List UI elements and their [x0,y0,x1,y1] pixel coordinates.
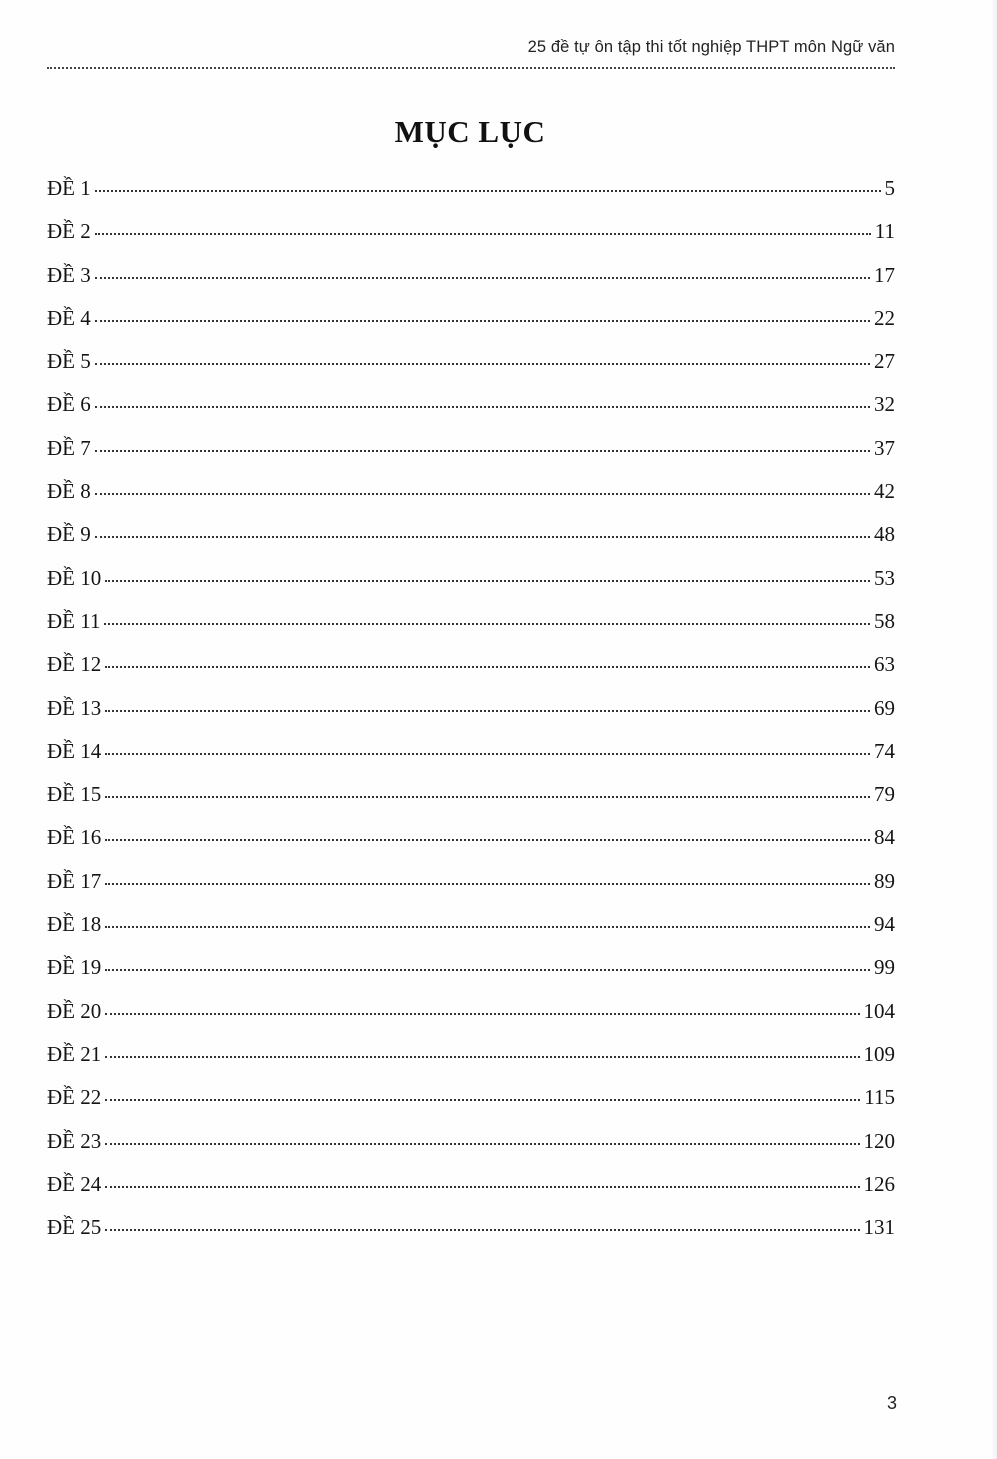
toc-dot-leader [105,1143,859,1145]
toc-entry[interactable] [47,999,895,1042]
toc-entry-label: ĐỀ 22 [47,1085,102,1110]
toc-dot-leader [105,796,870,798]
toc-dot-leader [104,623,870,625]
toc-entry-page: 89 [874,868,895,893]
toc-dot-leader [105,1099,860,1101]
toc-dot-leader [105,1013,859,1015]
toc-dot-leader [95,233,871,235]
toc-dot-leader [105,710,870,712]
toc-entry-label: ĐỀ 23 [47,1128,102,1153]
toc-entry-page: 58 [874,608,895,633]
toc-entry[interactable] [47,306,895,349]
toc-entry[interactable] [47,176,895,219]
page-number: 3 [886,1393,897,1413]
toc-entry-page: 109 [863,1041,895,1066]
toc-entry-page: 79 [874,782,895,807]
toc-entry[interactable] [47,825,895,868]
toc-entry-label: ĐỀ 11 [47,608,101,633]
toc-entry-page: 94 [874,912,895,937]
toc-entry[interactable] [47,479,895,522]
toc-entry-label: ĐỀ 21 [47,1041,102,1066]
page-title: MỤC LỤC [394,114,546,149]
toc-entry[interactable] [47,912,895,955]
toc-entry[interactable] [47,739,895,782]
toc-entry-page: 69 [874,695,895,720]
toc-entry[interactable] [47,955,895,998]
toc-entry-page: 42 [874,479,895,504]
toc-entry-page: 74 [874,738,895,763]
toc-dot-leader [105,1229,859,1231]
toc-entry-label: ĐỀ 5 [47,349,91,374]
toc-entry-label: ĐỀ 4 [47,305,91,330]
toc-dot-leader [95,320,870,322]
toc-entry-label: ĐỀ 10 [47,565,102,590]
toc-entry-page: 48 [874,522,895,547]
toc-dot-leader [105,883,870,885]
toc-entry-page: 22 [874,305,895,330]
toc-entry-label: ĐỀ 9 [47,522,91,547]
toc-entry-page: 32 [874,392,895,417]
toc-entry[interactable] [47,869,895,912]
toc-entry-label: ĐỀ 13 [47,695,102,720]
toc-dot-leader [95,363,870,365]
toc-entry-page: 63 [874,652,895,677]
toc-entry-label: ĐỀ 7 [47,435,91,460]
toc-entry-page: 5 [884,176,895,200]
toc-entry-label: ĐỀ 20 [47,998,102,1023]
toc-entry-page: 37 [874,435,895,460]
page-edge-shadow [991,0,997,1459]
toc-entry-label: ĐỀ 1 [47,176,91,200]
toc-entry-page: 104 [863,998,895,1023]
toc-entry-page: 84 [874,825,895,850]
toc-entry-page: 131 [863,1215,895,1240]
toc-entry[interactable] [47,349,895,392]
toc-dot-leader [105,1186,859,1188]
running-header: 25 đề tự ôn tập thi tốt nghiệp THPT môn Ngữ văn [527,38,895,56]
toc-entry[interactable] [47,696,895,739]
toc-entry-page: 11 [874,219,895,244]
toc-entry-label: ĐỀ 2 [47,219,91,244]
toc-entry-page: 53 [874,565,895,590]
toc-dot-leader [105,969,870,971]
toc-dot-leader [105,926,870,928]
toc-entry-page: 126 [863,1171,895,1196]
toc-entry-label: ĐỀ 18 [47,912,102,937]
toc-entry-label: ĐỀ 3 [47,262,91,287]
toc-entry[interactable] [47,652,895,695]
toc-entry-page: 17 [874,262,895,287]
toc-entry-label: ĐỀ 25 [47,1215,102,1240]
toc-dot-leader [95,493,870,495]
toc-entry-label: ĐỀ 12 [47,652,102,677]
toc-entry-label: ĐỀ 24 [47,1171,102,1196]
toc-entry-label: ĐỀ 17 [47,868,102,893]
toc-entry-page: 120 [863,1128,895,1153]
toc-entry[interactable] [47,219,895,262]
toc-dot-leader [105,753,870,755]
toc-entry[interactable] [47,1215,895,1258]
toc-dot-leader [95,536,870,538]
toc-dot-leader [105,666,870,668]
toc-entry-label: ĐỀ 15 [47,782,102,807]
toc-dot-leader [105,580,870,582]
toc-entry[interactable] [47,436,895,479]
toc-entry-page: 27 [874,349,895,374]
toc-entry[interactable] [47,566,895,609]
toc-dot-leader [95,450,870,452]
header-dotted-rule [47,67,895,69]
toc-entry[interactable] [47,263,895,306]
toc-entry-label: ĐỀ 16 [47,825,102,850]
toc-dot-leader [105,839,870,841]
toc-entry[interactable] [47,392,895,435]
toc-dot-leader [105,1056,859,1058]
toc-entry-page: 115 [864,1085,895,1110]
toc-dot-leader [95,406,870,408]
toc-entry-label: ĐỀ 14 [47,738,102,763]
toc-entry[interactable] [47,522,895,565]
toc-entry-page: 99 [874,955,895,980]
toc-entry-label: ĐỀ 6 [47,392,91,417]
table-of-contents [47,176,895,1258]
toc-dot-leader [95,277,870,279]
toc-entry-label: ĐỀ 8 [47,479,91,504]
toc-entry[interactable] [47,1172,895,1215]
toc-dot-leader [95,190,881,192]
toc-entry[interactable] [47,1042,895,1085]
toc-entry[interactable] [47,1129,895,1172]
toc-entry[interactable] [47,609,895,652]
toc-entry[interactable] [47,782,895,825]
toc-entry-label: ĐỀ 19 [47,955,102,980]
toc-entry[interactable] [47,1085,895,1128]
